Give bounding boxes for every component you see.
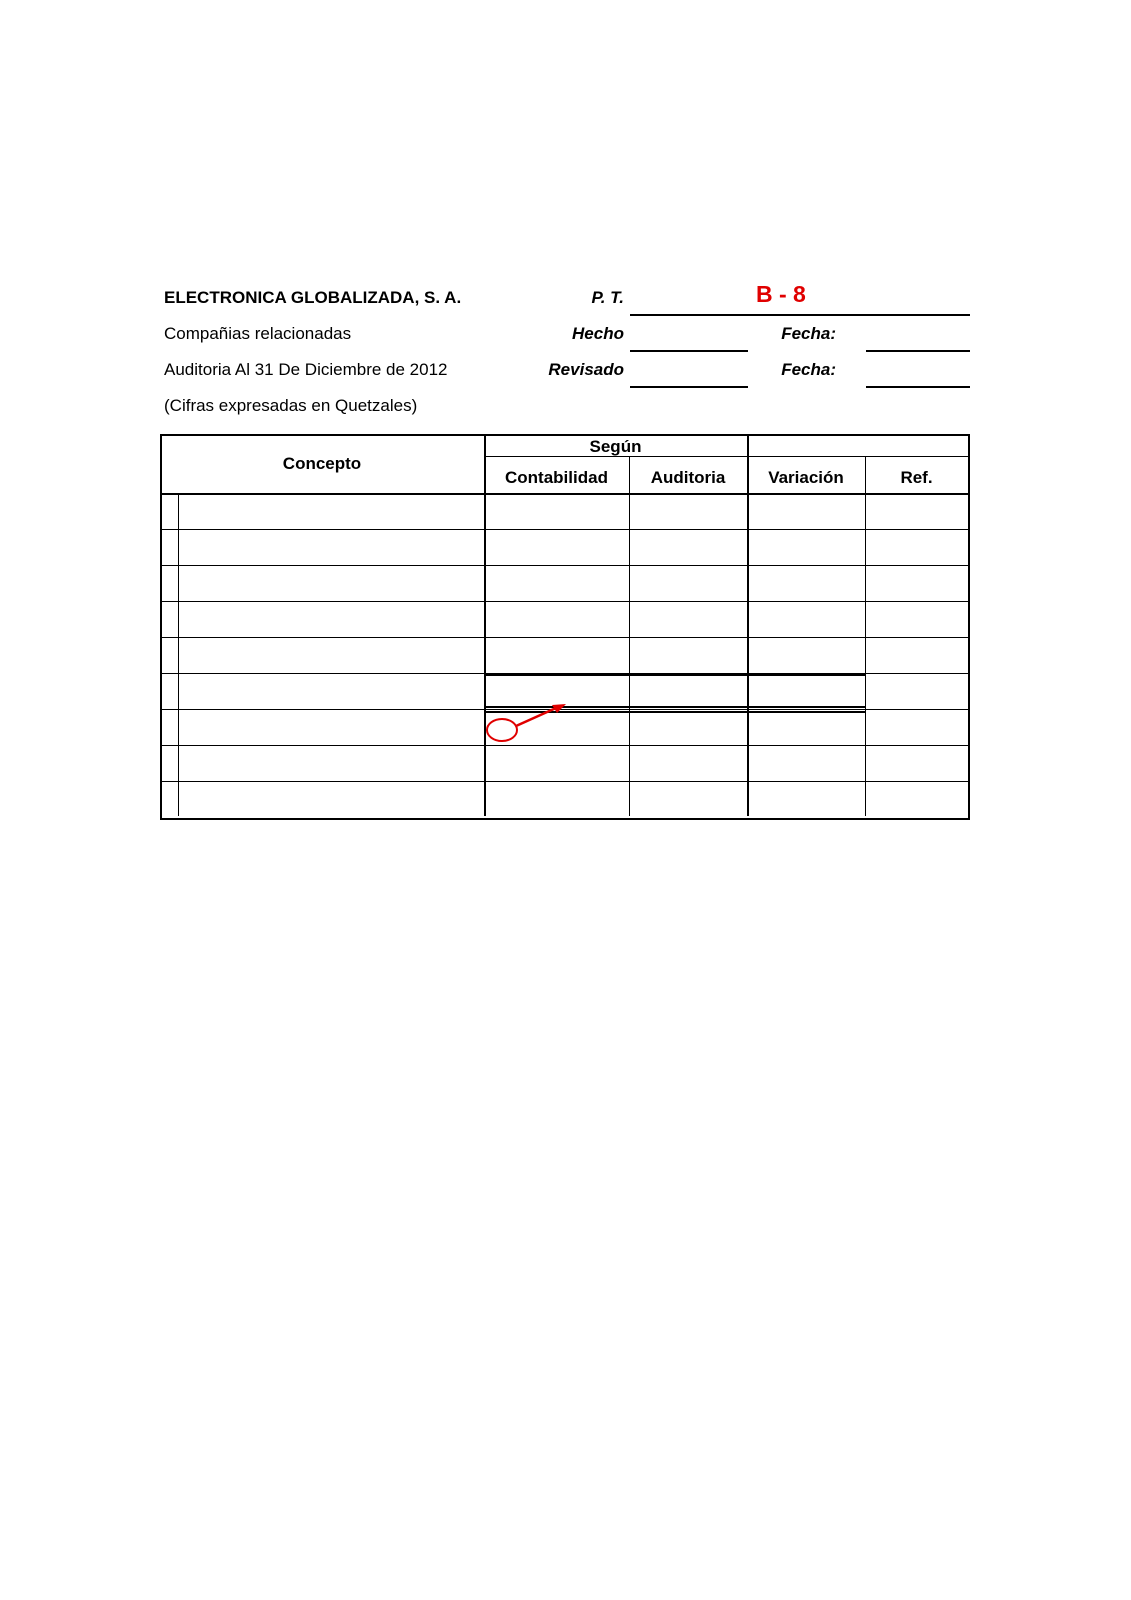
table-row (160, 637, 968, 638)
concepto-header: Concepto (282, 454, 362, 473)
segun-header: Según (589, 437, 642, 456)
annotation-arrow-shaft (516, 708, 556, 726)
variacion-header: Variación (768, 468, 844, 487)
contabilidad-header: Contabilidad (505, 468, 608, 487)
pt-line (630, 314, 970, 316)
auditoria-column-rule (747, 434, 749, 816)
fecha-revisado-line (866, 386, 970, 388)
table-row (160, 529, 968, 530)
pt-label: P. T. (591, 288, 624, 307)
report-subject: Compañias relacionadas (164, 324, 352, 343)
concepto-column-rule (484, 434, 486, 816)
hecho-signature-line (630, 350, 748, 352)
revisado-signature-line (630, 386, 748, 388)
segun-rule (484, 456, 968, 457)
contabilidad-column-rule (629, 456, 630, 816)
audit-table (160, 434, 970, 820)
working-paper-code: B - 8 (756, 281, 806, 307)
fecha-hecho-line (866, 350, 970, 352)
table-row (160, 601, 968, 602)
header-bottom-rule (160, 493, 968, 495)
variacion-column-rule (865, 456, 866, 816)
report-currency-note: (Cifras expresadas en Quetzales) (164, 396, 418, 415)
company-name: ELECTRONICA GLOBALIZADA, S. A. (164, 288, 462, 307)
ref-header: Ref. (900, 468, 933, 487)
subtotal-rule (484, 674, 865, 676)
hecho-label: Hecho (572, 324, 624, 343)
table-row (160, 781, 968, 782)
report-period: Auditoria Al 31 De Diciembre de 2012 (164, 360, 448, 379)
fecha-label-hecho: Fecha: (781, 324, 836, 343)
auditoria-header: Auditoria (650, 468, 726, 487)
table-frame (160, 434, 970, 820)
index-column-rule (178, 494, 179, 816)
fecha-label-revisado: Fecha: (781, 360, 836, 379)
circle-arrow-mark-icon (486, 700, 586, 746)
table-row (160, 565, 968, 566)
revisado-label: Revisado (548, 360, 624, 379)
annotation-circle (487, 719, 517, 741)
